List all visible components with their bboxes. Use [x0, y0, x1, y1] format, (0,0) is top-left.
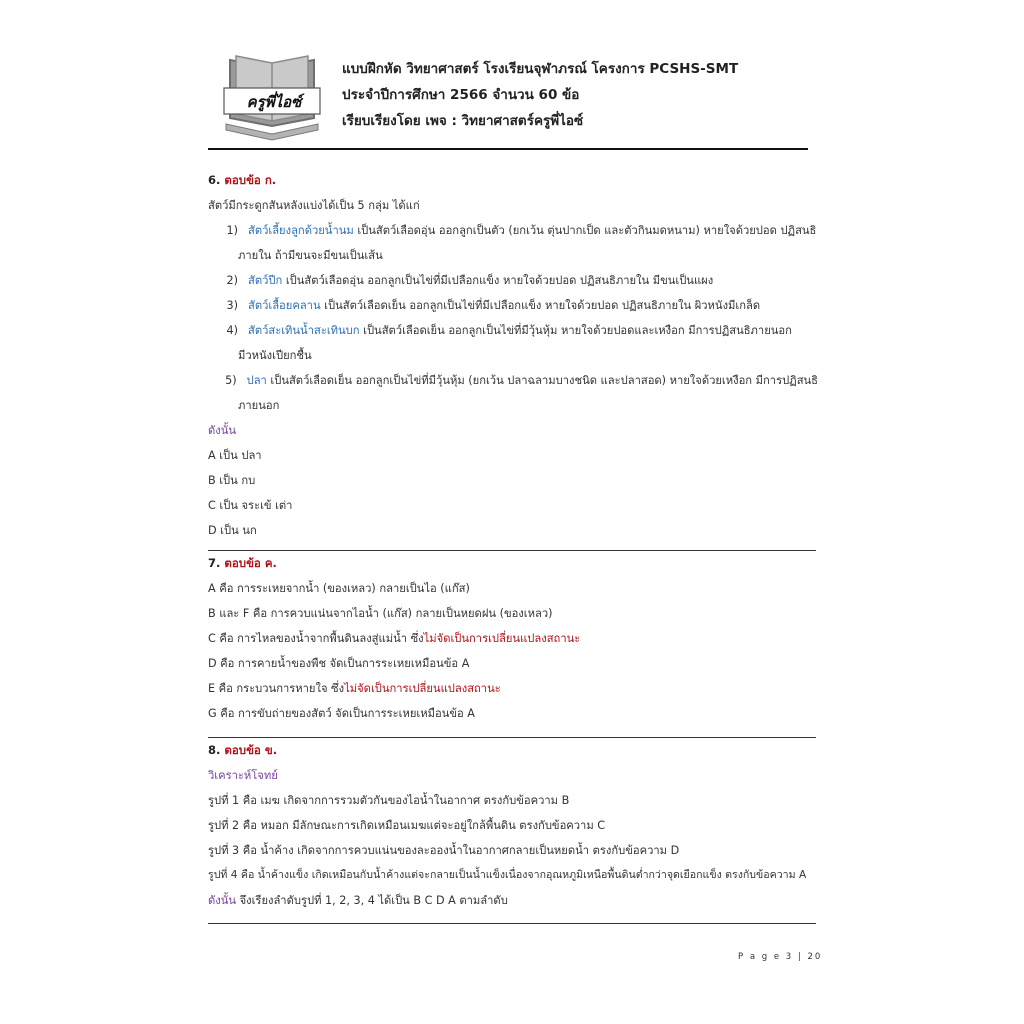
list-item [208, 293, 818, 318]
explanation-line [208, 651, 818, 676]
line-text: C คือ การไหลของน้ำจากพื้นดินลงสู่แม่น้ำ ซึ่ง [208, 632, 424, 645]
group-term: ปลา [246, 374, 267, 387]
list-item-cont: มีวหนังเปียกชื้น [238, 349, 312, 362]
explanation-line [208, 576, 818, 601]
item-number: 4) [226, 324, 238, 337]
answer-6-heading [208, 168, 818, 193]
section-divider [208, 923, 816, 924]
group-term: สัตว์เลื้อยคลาน [248, 299, 321, 312]
line-text: A คือ การระเหยจากน้ำ (ของเหลว) กลายเป็นไอ (แก๊ส) [208, 582, 470, 595]
answer-7-heading [208, 551, 818, 576]
explanation-line: รูปที่ 4 คือ น้ำค้างแข็ง เกิดเหมือนกับน้ำค้างแต่จะกลายเป็นน้ำแข็งเนื่องจากอุณหภูมิเหนือพื้นดินต่ำกว่าจุดเยือกแข็ง ตรงกับข้อความ A [208, 869, 807, 881]
item-number: 1) [226, 224, 238, 237]
result-line: C เป็น จระเข้ เต่า [208, 499, 293, 512]
item-number: 2) [226, 274, 238, 287]
therefore-label: ดังนั้น [208, 424, 237, 437]
answer-label: ตอบข้อ ค. [224, 556, 277, 570]
explanation-line [208, 701, 818, 726]
list-item [208, 268, 818, 293]
line-text: D คือ การคายน้ำของพืช จัดเป็นการระเหยเหมือนข้อ A [208, 657, 470, 670]
question-number: 8. [208, 743, 221, 757]
answer-7-section [208, 551, 818, 726]
highlight-text: ไม่จัดเป็นการเปลี่ยนแปลงสถานะ [344, 682, 501, 695]
document-header [342, 56, 738, 134]
explanation-line: รูปที่ 1 คือ เมฆ เกิดจากการรวมตัวกันของไอน้ำในอากาศ ตรงกับข้อความ B [208, 794, 570, 807]
result-line: B เป็น กบ [208, 474, 256, 487]
header-line-1: แบบฝึกหัด วิทยาศาสตร์ โรงเรียนจุฬาภรณ์ โครงการ PCSHS-SMT [342, 61, 739, 77]
header-line-2: ประจำปีการศึกษา 2566 จำนวน 60 ข้อ [342, 87, 580, 103]
header-divider [208, 148, 808, 150]
conclusion-line [208, 888, 818, 913]
answer-label: ตอบข้อ ข. [224, 743, 278, 757]
list-item-cont: ภายใน ถ้ามีขนจะมีขนเป็นเส้น [238, 249, 383, 262]
answer-8-heading [208, 738, 818, 763]
explanation-line: รูปที่ 3 คือ น้ำค้าง เกิดจากการควบแน่นของละอองน้ำในอากาศกลายเป็นหยดน้ำ ตรงกับข้อความ D [208, 844, 680, 857]
book-logo [222, 46, 326, 144]
question-number: 6. [208, 173, 221, 187]
line-text: G คือ การขับถ่ายของสัตว์ จัดเป็นการระเหยเหมือนข้อ A [208, 707, 475, 720]
list-item-cont: ภายนอก [238, 399, 280, 412]
therefore-label: ดังนั้น [208, 894, 237, 907]
highlight-text: ไม่จัดเป็นการเปลี่ยนแปลงสถานะ [423, 632, 581, 645]
question-number: 7. [208, 556, 221, 570]
answer-label: ตอบข้อ ก. [224, 173, 277, 187]
group-desc: เป็นสัตว์เลือดอุ่น ออกลูกเป็นไข่ที่มีเปลือกแข็ง หายใจด้วยปอด ปฏิสนธิภายใน มีขนเป็นแผง [282, 274, 714, 287]
conclusion-text: จึงเรียงลำดับรูปที่ 1, 2, 3, 4 ได้เป็น B C D A ตามลำดับ [236, 894, 508, 907]
group-desc: เป็นสัตว์เลือดเย็น ออกลูกเป็นไข่ที่มีเปลือกแข็ง หายใจด้วยปอด ปฏิสนธิภายใน ผิวหนังมีเกล็ด [320, 299, 761, 312]
line-text: B และ F คือ การควบแน่นจากไอน้ำ (แก๊ส) กลายเป็นหยดฝน (ของเหลว) [208, 607, 553, 620]
analysis-label: วิเคราะห์โจทย์ [208, 769, 278, 782]
explanation-line [208, 676, 818, 701]
group-term: สัตว์สะเทินน้ำสะเทินบก [248, 324, 360, 337]
page-number: P a g e 3 | 20 [738, 952, 823, 962]
item-number: 5) [225, 374, 237, 387]
group-desc: เป็นสัตว์เลือดอุ่น ออกลูกเป็นตัว (ยกเว้น ตุ่นปากเป็ด และตัวกินมดหนาม) หายใจด้วยปอด ปฏิสนธิ [353, 224, 817, 237]
item-number: 3) [226, 299, 238, 312]
explanation-line: รูปที่ 2 คือ หมอก มีลักษณะการเกิดเหมือนเมฆแต่จะอยู่ใกล้พื้นดิน ตรงกับข้อความ C [208, 819, 606, 832]
group-desc: เป็นสัตว์เลือดเย็น ออกลูกเป็นไข่ที่มีวุ้นหุ้ม (ยกเว้น ปลาฉลามบางชนิด และปลาสอด) หายใจด้วยเหงือก มีการปฏิสนธิ [266, 374, 818, 387]
group-term: สัตว์ปีก [248, 274, 283, 287]
logo-text: ครูพี่ไอซ์ [246, 93, 302, 111]
group-desc: เป็นสัตว์เลือดเย็น ออกลูกเป็นไข่ที่มีวุ้นหุ้ม หายใจด้วยปอดและเหงือก มีการปฏิสนธิภายนอก [359, 324, 792, 337]
answer-8-section [208, 738, 818, 913]
explanation-line [208, 626, 818, 651]
explanation-line [208, 601, 818, 626]
list-item [208, 318, 818, 343]
line-text: E คือ กระบวนการหายใจ ซึ่ง [208, 682, 345, 695]
result-line: A เป็น ปลา [208, 449, 262, 462]
result-line: D เป็น นก [208, 524, 257, 537]
header-line-3: เรียบเรียงโดย เพจ : วิทยาศาสตร์ครูพี่ไอซ์ [342, 113, 584, 129]
group-term: สัตว์เลี้ยงลูกด้วยน้ำนม [248, 224, 354, 237]
list-item [208, 368, 818, 393]
answer-6-section [208, 168, 818, 543]
intro-text: สัตว์มีกระดูกสันหลังแบ่งได้เป็น 5 กลุ่ม ได้แก่ [208, 199, 420, 212]
list-item [208, 218, 818, 243]
